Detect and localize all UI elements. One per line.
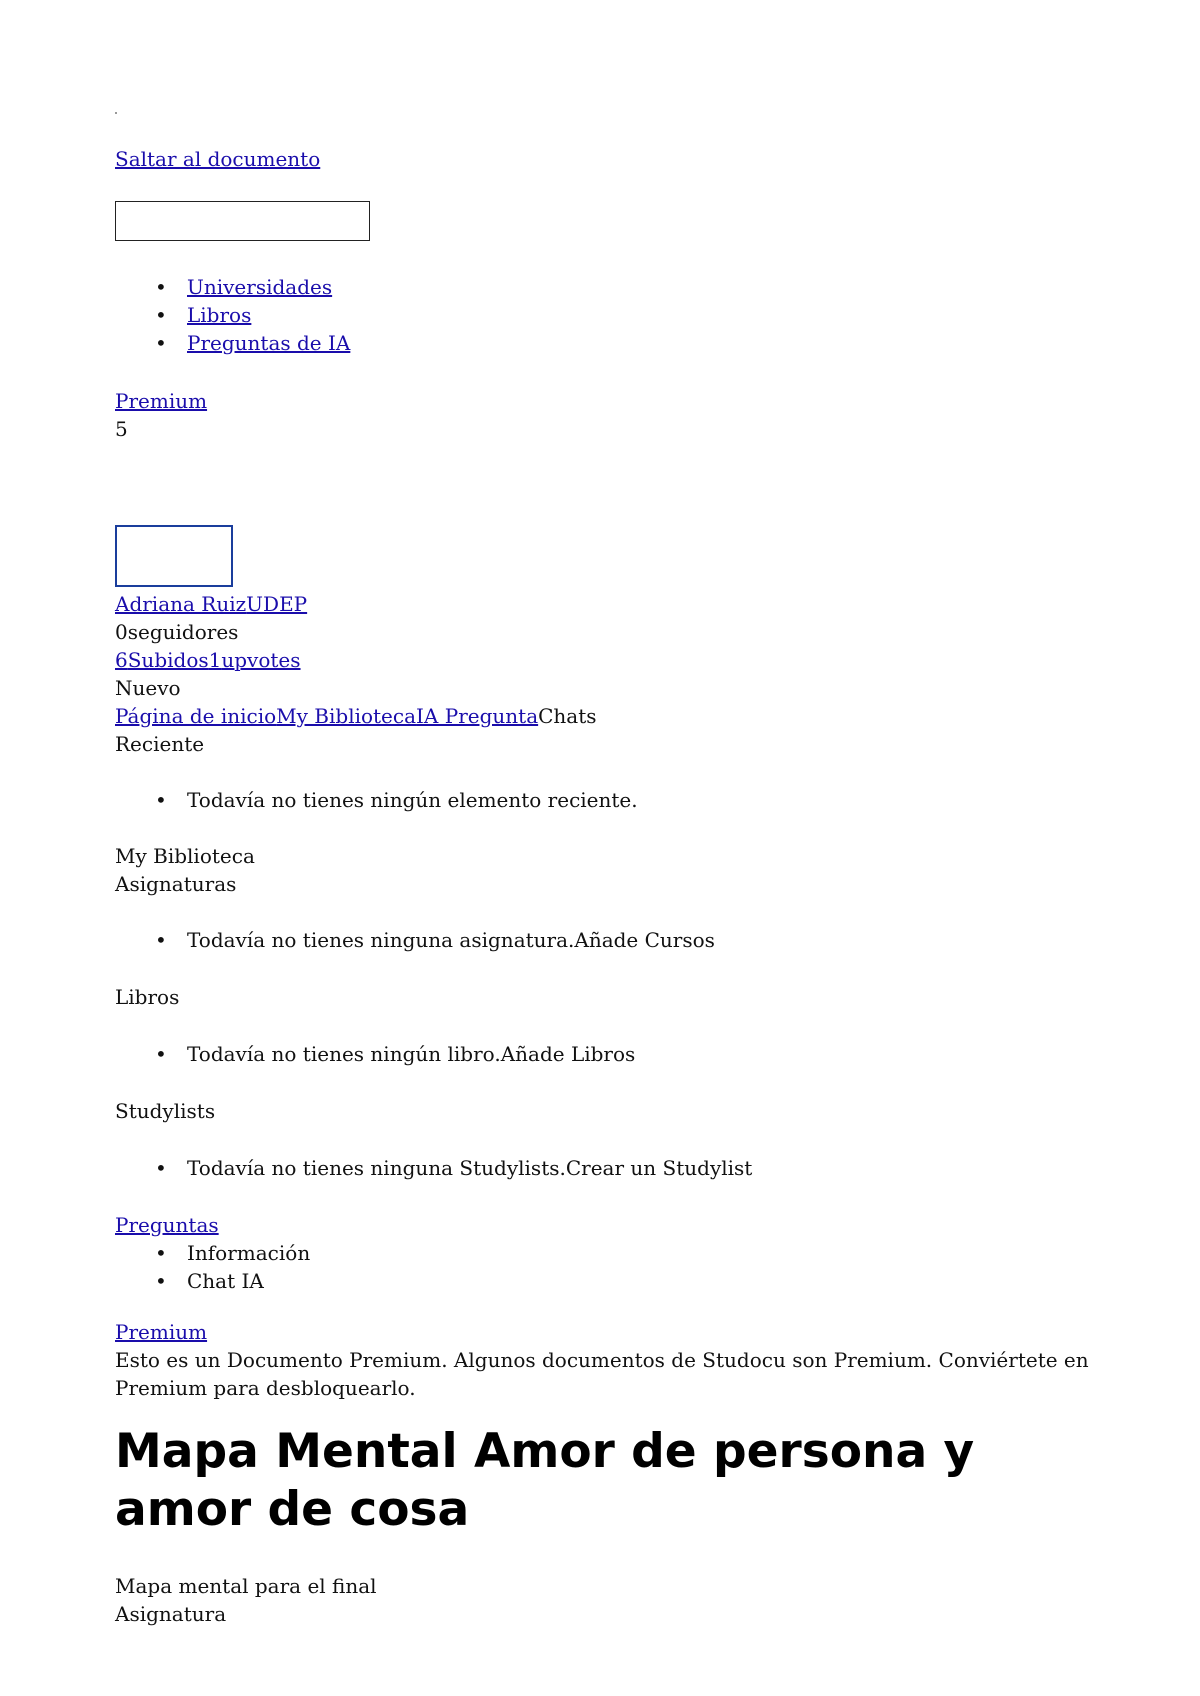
menu-library-link[interactable]: My Biblioteca: [276, 704, 417, 728]
library-heading: My Biblioteca: [115, 844, 255, 868]
nav-link-books[interactable]: Libros: [187, 303, 252, 327]
search-input[interactable]: [115, 201, 370, 241]
books-list: [155, 1040, 635, 1068]
upvotes-label: upvotes: [221, 648, 301, 672]
studylists-heading: Studylists: [115, 1099, 216, 1123]
add-books-button[interactable]: Añade Libros: [500, 1042, 636, 1066]
courses-list: [155, 926, 715, 954]
courses-heading: Asignaturas: [115, 872, 237, 896]
nav-link-universities[interactable]: Universidades: [187, 275, 333, 299]
info-list: [155, 1239, 310, 1295]
nav-item-universities: [155, 273, 350, 301]
tracking-pixel: [115, 112, 117, 114]
uploads-label: Subidos: [127, 648, 209, 672]
create-studylist-button[interactable]: Crear un Studylist: [565, 1156, 753, 1180]
recent-list: [155, 786, 638, 814]
nav-link-ai-questions[interactable]: Preguntas de IA: [187, 331, 351, 355]
add-courses-button[interactable]: Añade Cursos: [574, 928, 715, 952]
courses-empty-message: Todavía no tienes ninguna asignatura.: [187, 928, 575, 952]
books-heading: Libros: [115, 985, 180, 1009]
studylists-empty-message: Todavía no tienes ninguna Studylists.: [187, 1156, 566, 1180]
menu-chats[interactable]: Chats: [538, 704, 597, 728]
profile-university: UDEP: [246, 592, 308, 616]
courses-empty-item: [155, 926, 715, 954]
premium-notice: Esto es un Documento Premium. Algunos documentos de Studocu son Premium. Conviértete en Premium para desbloquearlo.: [115, 1348, 1089, 1400]
menu-home-link[interactable]: Página de inicio: [115, 704, 277, 728]
main-nav: [155, 273, 350, 357]
sidebar-menu: [115, 702, 597, 730]
premium-link-2[interactable]: Premium: [115, 1320, 208, 1344]
followers-count: 0: [115, 620, 128, 644]
profile-link[interactable]: [115, 590, 307, 618]
nav-item-books: [155, 301, 350, 329]
questions-link[interactable]: Preguntas: [115, 1213, 219, 1237]
books-empty-message: Todavía no tienes ningún libro.: [187, 1042, 501, 1066]
chat-ai-item[interactable]: • Chat IA: [155, 1267, 310, 1295]
profile-name: Adriana Ruiz: [115, 592, 247, 616]
premium-link[interactable]: Premium: [115, 389, 208, 413]
recent-empty-message: • Todavía no tienes ningún elemento reciente.: [155, 786, 638, 814]
upvotes-count: 1: [208, 648, 222, 672]
info-item[interactable]: • Información: [155, 1239, 310, 1267]
books-empty-item: [155, 1040, 635, 1068]
recent-heading: Reciente: [115, 732, 205, 756]
document-description: Mapa mental para el final: [115, 1574, 377, 1598]
menu-ai-question-link[interactable]: IA Pregunta: [416, 704, 539, 728]
studylists-empty-item: [155, 1154, 752, 1182]
followers-label: seguidores: [127, 620, 239, 644]
subject-label: Asignatura: [115, 1602, 227, 1626]
uploads-count: 6: [115, 648, 128, 672]
document-title: Mapa Mental Amor de persona y amor de cosa: [115, 1424, 975, 1537]
new-button[interactable]: Nuevo: [115, 676, 181, 700]
premium-count: 5: [115, 417, 128, 441]
nav-item-ai-questions: [155, 329, 350, 357]
followers-stat: [115, 618, 238, 646]
avatar[interactable]: [115, 525, 233, 587]
studylists-list: [155, 1154, 752, 1182]
uploads-link[interactable]: [115, 646, 301, 674]
skip-to-document-link[interactable]: Saltar al documento: [115, 147, 321, 171]
